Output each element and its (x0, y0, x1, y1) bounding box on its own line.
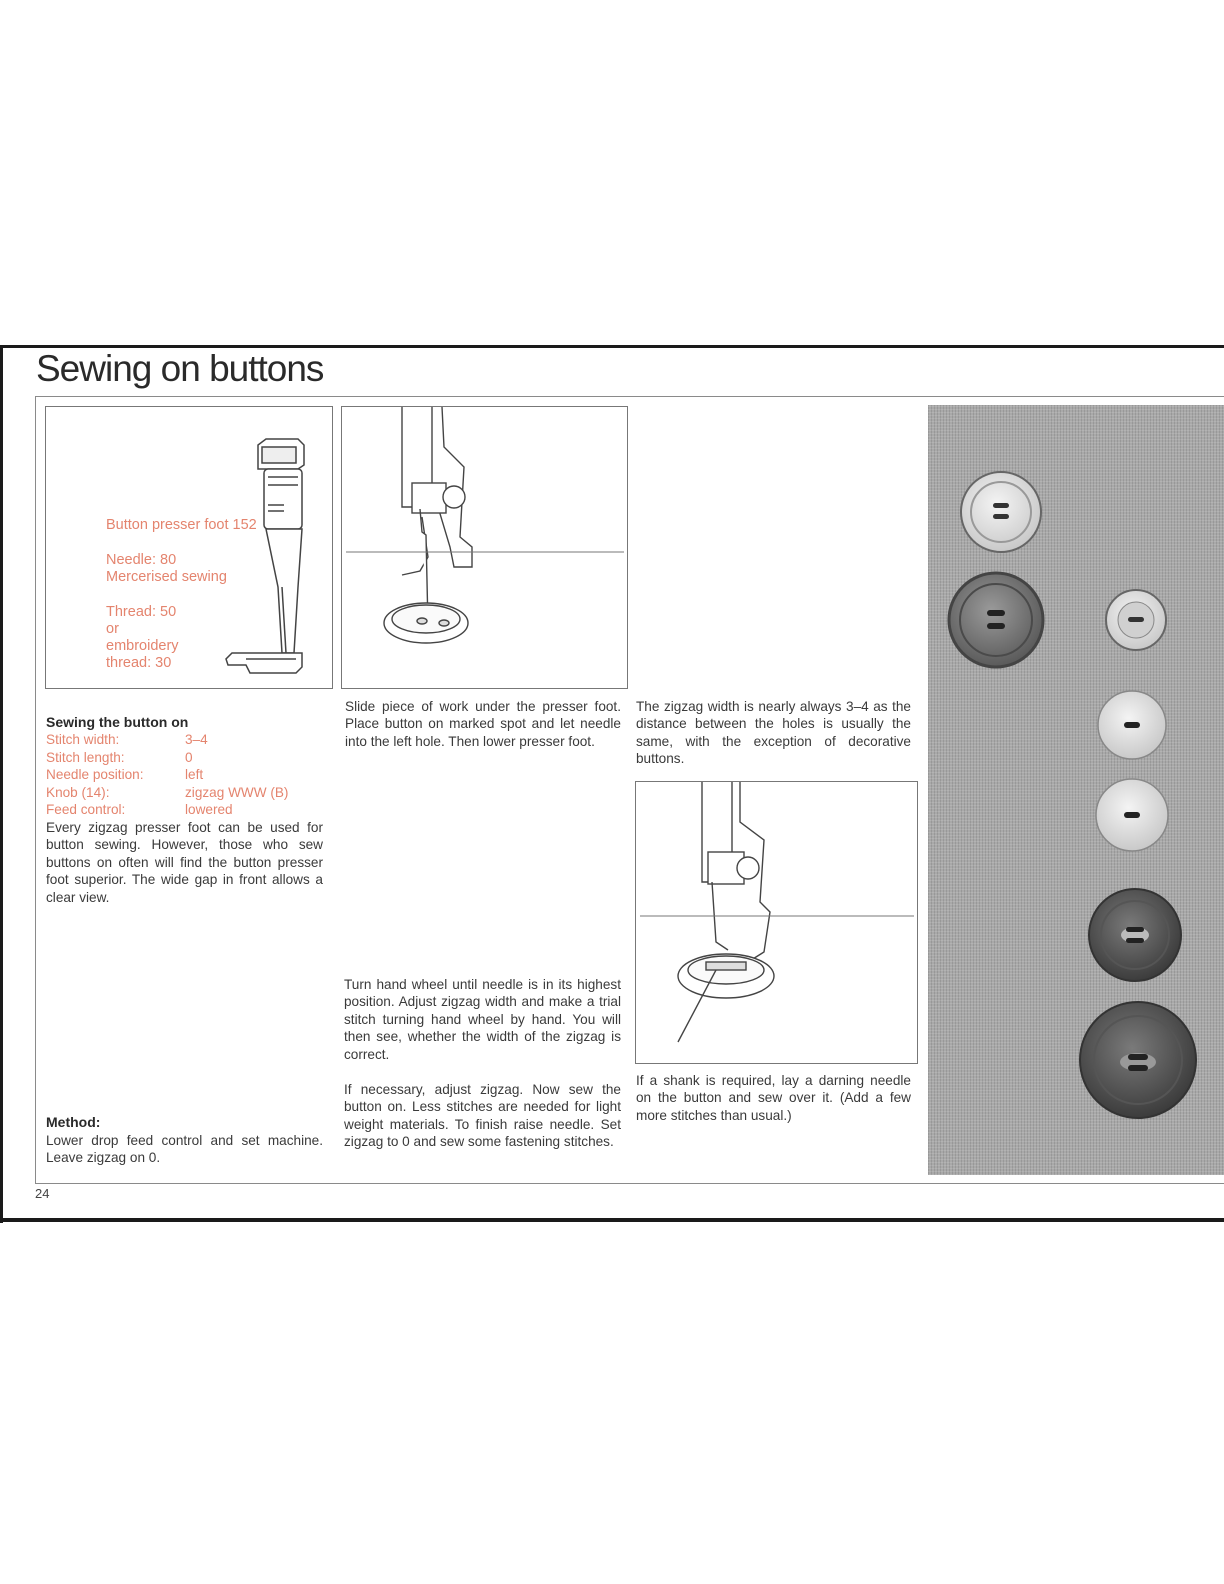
setting-label: Stitch length: (46, 749, 125, 765)
setting-label: Knob (14): (46, 784, 110, 800)
shank-paragraph: If a shank is required, lay a darning needle on the button and sew over it. (Add a few more stitches than usual.) (636, 1073, 911, 1123)
needle-type: Mercerised sewing (106, 569, 227, 585)
needle-size: Needle: 80 (106, 552, 177, 568)
settings-row (46, 784, 288, 801)
settings-row (46, 749, 288, 766)
presser-foot-label: Button presser foot 152 (106, 517, 257, 533)
setting-value: 0 (185, 749, 193, 765)
button-large-light (961, 472, 1041, 552)
setting-value: lowered (185, 802, 233, 818)
needle-button-illustration (342, 407, 629, 690)
handwheel-paragraph: Turn hand wheel until needle is in its highest position. Adjust zigzag width and make a trial stitch turning hand wheel by hand. You will then see, whether the width of the zigzag is correct. (344, 977, 621, 1062)
method-paragraph: Lower drop feed control and set machine. Leave zigzag on 0. (46, 1133, 323, 1166)
page-number: 24 (35, 1186, 50, 1201)
thread-size: Thread: 50 (106, 604, 177, 620)
settings-row (46, 766, 288, 783)
button-dark-large (1080, 1002, 1196, 1118)
setting-label: Stitch width: (46, 732, 120, 748)
shank-illustration (636, 782, 919, 1065)
finish-paragraph: If necessary, adjust zigzag. Now sew the button on. Less stitches are needed for light weight materials. To finish raise needle. Set zigzag to 0 and sew some fastening stitches. (344, 1082, 621, 1150)
button-small-grey (1106, 590, 1166, 650)
settings-row (46, 801, 288, 818)
buttons-photo (928, 405, 1224, 1175)
shank-figure (635, 781, 918, 1064)
button-large-dark (949, 573, 1043, 667)
slide-paragraph: Slide piece of work under the presser foot. Place button on marked spot and let needle into the left hole. Then lower presser foot. (345, 699, 621, 749)
thread-alt-2: thread: 30 (106, 655, 172, 671)
setting-label: Needle position: (46, 767, 144, 783)
setting-value: zigzag WWW (B) (185, 784, 289, 800)
presser-foot-figure (45, 406, 333, 689)
buttons-on-fabric (928, 405, 1224, 1175)
page-title: Sewing on buttons (36, 348, 324, 389)
settings-table (46, 714, 288, 818)
needle-button-figure (341, 406, 628, 689)
settings-heading: Sewing the button on (46, 714, 189, 730)
setting-value: 3–4 (185, 732, 208, 748)
zigzag-width-paragraph: The zigzag width is nearly always 3–4 as the distance between the holes is usually the same, with the exception of decorative buttons. (636, 699, 911, 767)
settings-row (46, 731, 288, 748)
presser-foot-illustration (46, 407, 334, 690)
setting-value: left (185, 767, 204, 783)
left-rule (0, 345, 3, 1223)
bottom-rule (0, 1218, 1224, 1222)
method-heading: Method: (46, 1114, 101, 1130)
setting-label: Feed control: (46, 802, 126, 818)
thread-alt-1: embroidery (106, 638, 179, 654)
button-dark-medium (1089, 889, 1181, 981)
thread-or: or (106, 621, 119, 637)
button-small-white-2 (1096, 779, 1168, 851)
button-small-white-1 (1098, 691, 1166, 759)
intro-paragraph: Every zigzag presser foot can be used for button sewing. However, those who sew buttons on often will find the button presser foot superior. The wide gap in front allows a clear view. (46, 820, 323, 905)
